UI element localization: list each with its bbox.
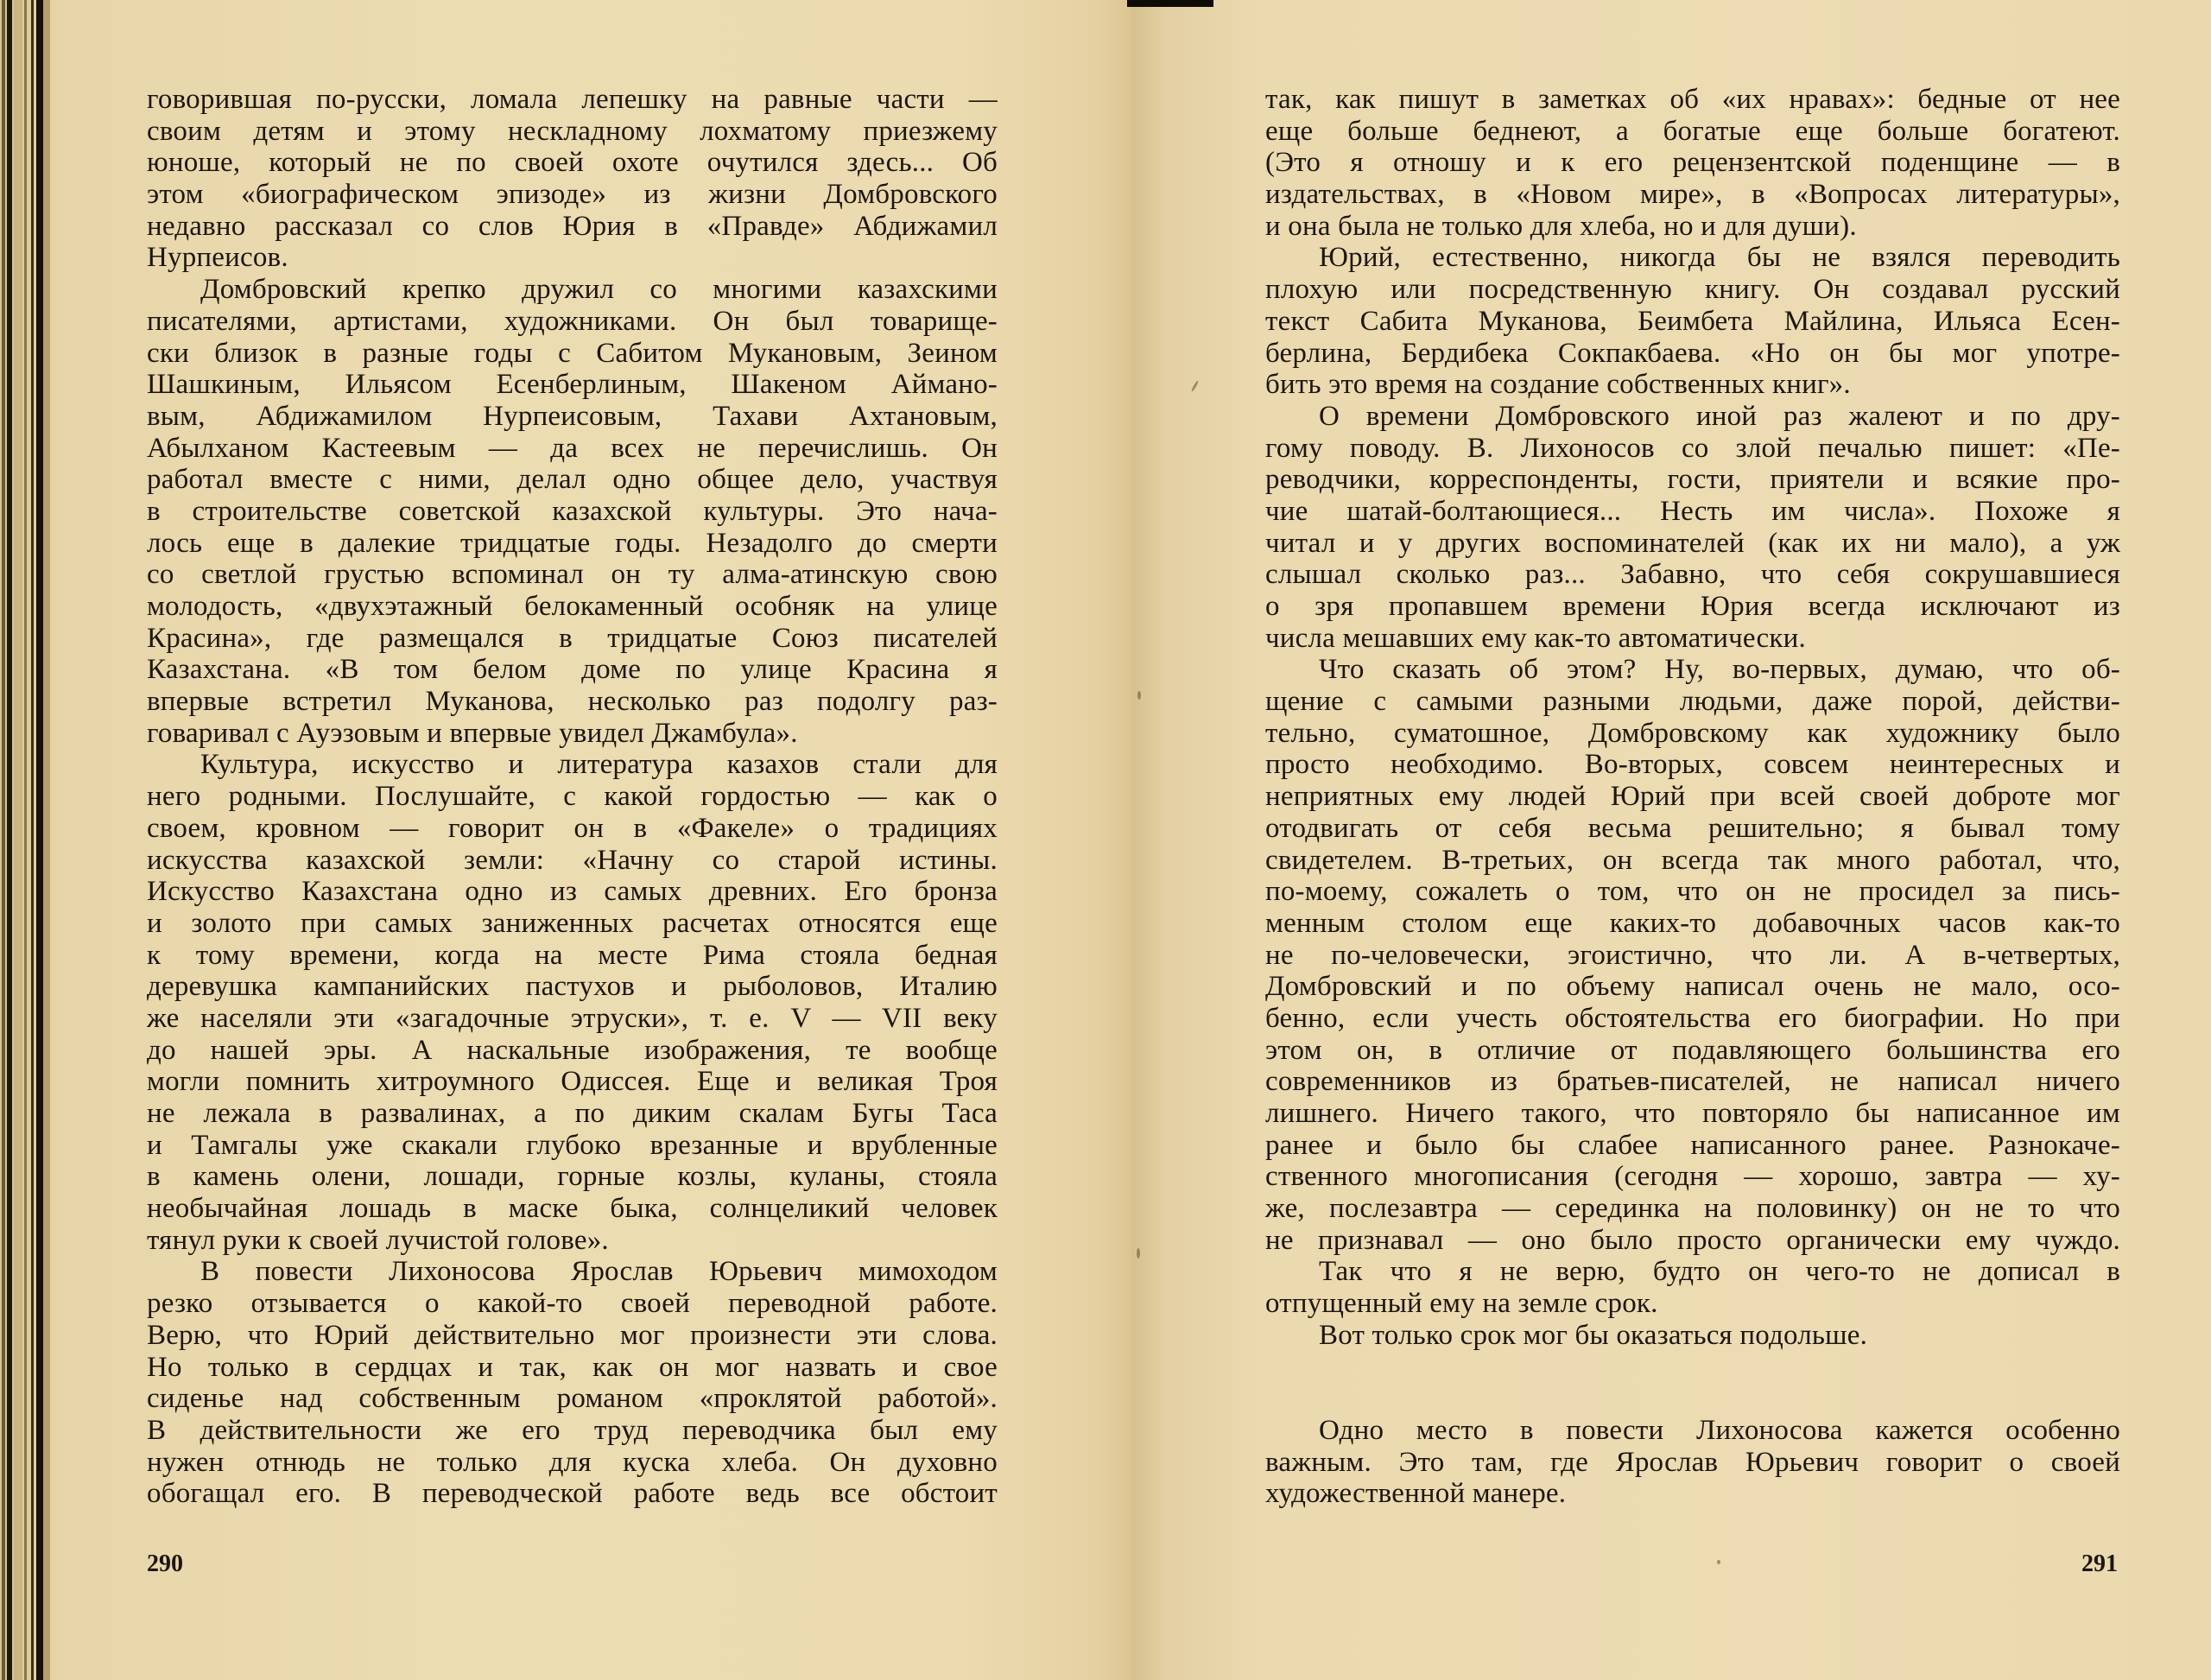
text-line: Юрий, естественно, никогда бы не взялся переводить <box>1319 242 2120 274</box>
text-line: гому поводу. В. Лихоносов со злой печалью пишет: «Пе- <box>1265 432 2120 464</box>
page-edge-line <box>43 0 50 1680</box>
text-line: не признавал — оно было просто органически ему чуждо. <box>1265 1224 2120 1256</box>
text-line: художественной манере. <box>1265 1478 1567 1510</box>
text-line: нужен отнюдь не только для куска хлеба. Он духовно <box>147 1446 998 1478</box>
left-page-body <box>147 84 998 1510</box>
text-line: неприятных ему людей Юрий при всей своей доброте мог <box>1265 781 2120 813</box>
text-line: Казахстана. «В том белом доме по улице Красина я <box>147 654 998 686</box>
text-line: своим детям и этому нескладному лохматому приезжему <box>147 115 998 147</box>
text-line: сиденье над собственным романом «проклятой работой». <box>147 1383 998 1415</box>
text-line: Шашкиным, Ильясом Есенберлиным, Шакеном Аймано- <box>147 369 998 401</box>
page-edge-line <box>24 0 27 1680</box>
text-line: щение с самыми разными людьми, даже порой, действи- <box>1265 686 2120 718</box>
text-line: этом «биографическом эпизоде» из жизни Домбровского <box>147 179 998 211</box>
text-line: В действительности же его труд переводчика был ему <box>147 1414 998 1446</box>
text-line: свидетелем. В-третьих, он всегда так много работал, что, <box>1265 844 2120 876</box>
text-line: к тому времени, когда на месте Рима стояла бедная <box>147 939 998 971</box>
text-line: отодвигать от себя весьма решительно; я бывал тому <box>1265 812 2120 844</box>
text-line: вым, Абдижамилом Нурпеисовым, Тахави Ахтановым, <box>147 400 998 432</box>
text-line: Вот только срок мог бы оказаться подольше. <box>1319 1319 1868 1351</box>
text-line: слышал сколько раз... Забавно, что себя сокрушавшиеся <box>1265 559 2120 591</box>
text-line: лишнего. Ничего такого, что повторяло бы написанное им <box>1265 1098 2120 1129</box>
text-line: и Тамгалы уже скакали глубоко врезанные и врубленные <box>147 1129 998 1161</box>
text-line: в камень олени, лошади, горные козлы, куланы, стояла <box>147 1161 998 1193</box>
text-line: же населяли эти «загадочные этруски», т. е. V — VII веку <box>147 1002 998 1034</box>
blank-line <box>1265 1352 2120 1384</box>
text-line: реводчики, корреспонденты, гости, приятели и всякие про- <box>1265 464 2120 496</box>
text-line: говаривал с Ауэзовым и впервые увидел Джамбула». <box>147 717 798 749</box>
text-line: не по-человечески, эгоистично, что ли. А в-четвертых, <box>1265 939 2120 971</box>
text-line: чие шатай-болтающиеся... Несть им числа». Похоже я <box>1265 495 2120 527</box>
text-line: могли помнить хитроумного Одиссея. Еще и великая Троя <box>147 1066 998 1098</box>
text-line: текст Сабита Муканова, Беимбета Майлина, Ильяса Есен- <box>1265 305 2120 337</box>
page-number-right: 291 <box>2081 1550 2118 1577</box>
text-line: Верю, что Юрий действительно мог произнести эти слова. <box>147 1319 998 1351</box>
text-line: (Это я отношу и к его рецензентской поденщине — в <box>1265 147 2120 179</box>
text-line: тянул руки к своей лучистой голове». <box>147 1224 609 1256</box>
page-edge-line <box>14 0 22 1680</box>
text-line: работал вместе с ними, делал одно общее дело, участвуя <box>147 464 998 496</box>
text-line: так, как пишут в заметках об «их нравах»: бедные от нее <box>1265 84 2120 115</box>
text-line: лось еще в далекие тридцатые годы. Незадолго до смерти <box>147 527 998 559</box>
text-line: недавно рассказал со слов Юрия в «Правде» Абдижамил <box>147 210 998 242</box>
text-line: него родными. Послушайте, с какой гордостью — как о <box>147 781 998 813</box>
page-number-left: 290 <box>147 1550 183 1577</box>
text-line: ранее и было бы слабее написанного ранее. Разнокаче- <box>1265 1129 2120 1161</box>
text-line: В повести Лихоносова Ярослав Юрьевич мимоходом <box>200 1256 998 1288</box>
paper-speck <box>1137 691 1141 700</box>
text-line: юноше, который не по своей охоте очутился здесь... Об <box>147 147 998 179</box>
text-line: Искусство Казахстана одно из самых древних. Его бронза <box>147 876 998 908</box>
page-edges <box>0 0 52 1680</box>
text-line: важным. Это там, где Ярослав Юрьевич говорит о своей <box>1265 1446 2120 1478</box>
text-line: обогащал его. В переводческой работе ведь все обстоит <box>147 1478 998 1510</box>
text-line: просто необходимо. Во-вторых, совсем неинтересных и <box>1265 749 2120 781</box>
text-line: современников из братьев-писателей, не написал ничего <box>1265 1066 2120 1098</box>
text-line: и она была не только для хлеба, но и для души). <box>1265 210 1857 242</box>
right-page <box>1131 0 2211 1680</box>
text-line: О времени Домбровского иной раз жалеют и по дру- <box>1319 400 2120 432</box>
text-line: этом он, в отличие от подавляющего большинства его <box>1265 1034 2120 1066</box>
text-line: со светлой грустью вспоминал он ту алма-атинскую свою <box>147 559 998 591</box>
text-line: впервые встретил Муканова, несколько раз подолгу раз- <box>147 686 998 718</box>
text-line: говорившая по-русски, ломала лепешку на равные части — <box>147 84 998 115</box>
text-line: Нурпеисов. <box>147 242 288 274</box>
page-edge-line <box>2 0 5 1680</box>
text-line: не лежала в развалинах, а по диким скалам Бугы Таса <box>147 1098 998 1129</box>
text-line: необычайная лошадь в маске быка, солнцеликий человек <box>147 1193 998 1225</box>
text-line: издательствах, в «Новом мире», в «Вопросах литературы», <box>1265 179 2120 211</box>
text-line: Что сказать об этом? Ну, во-первых, думаю, что об- <box>1319 654 2120 686</box>
text-line: и золото при самых заниженных расчетах относятся еще <box>147 907 998 939</box>
text-line: Культура, искусство и литература казахов стали для <box>200 749 998 781</box>
text-line: читал и у других воспоминателей (как их ни мало), а уж <box>1265 527 2120 559</box>
text-line: искусства казахской земли: «Начну со старой истины. <box>147 844 998 876</box>
text-line: в строительстве советской казахской культуры. Это нача- <box>147 495 998 527</box>
text-line: тельно, суматошное, Домбровскому как художнику было <box>1265 717 2120 749</box>
page-edge-line <box>7 0 12 1680</box>
text-line: ски близок в разные годы с Сабитом Мукановым, Зеином <box>147 337 998 369</box>
blank-line <box>1265 1383 2120 1415</box>
text-line: до нашей эры. А наскальные изображения, те вообще <box>147 1034 998 1066</box>
paper-speck <box>1717 1560 1720 1564</box>
text-line: менным столом еще каких-то добавочных часов как-то <box>1265 907 2120 939</box>
text-line: Красина», где размещался в тридцатые Союз писателей <box>147 622 998 654</box>
text-line: деревушка кампанийских пастухов и рыболовов, Италию <box>147 971 998 1003</box>
text-line: еще больше беднеют, а богатые еще больше богатеют. <box>1265 115 2120 147</box>
text-line: берлина, Бердибека Сокпакбаева. «Но он бы мог употре- <box>1265 337 2120 369</box>
text-line: Домбровский и по объему написал очень не мало, осо- <box>1265 971 2120 1003</box>
text-line: бенно, если учесть обстоятельства его биографии. Но при <box>1265 1002 2120 1034</box>
paper-speck <box>1137 1248 1140 1258</box>
text-line: Домбровский крепко дружил со многими казахскими <box>200 274 998 306</box>
page-edge-line <box>31 0 34 1680</box>
text-line: о зря пропавшем времени Юрия всегда исключают из <box>1265 591 2120 622</box>
text-line: отпущенный ему на земле срок. <box>1265 1288 1658 1320</box>
page-edge-line <box>36 0 43 1680</box>
right-page-body <box>1265 84 2120 1510</box>
text-line: молодость, «двухэтажный белокаменный особняк на улице <box>147 591 998 622</box>
gutter-shadow <box>1127 0 1213 7</box>
text-line: Одно место в повести Лихоносова кажется особенно <box>1319 1414 2120 1446</box>
text-line: бить это время на создание собственных книг». <box>1265 369 1851 401</box>
text-line: ственного многописания (сегодня — хорошо, завтра — ху- <box>1265 1161 2120 1193</box>
text-line: числа мешавших ему как-то автоматически. <box>1265 622 1806 654</box>
text-line: плохую или посредственную книгу. Он создавал русский <box>1265 274 2120 306</box>
text-line: Так что я не верю, будто он чего-то не дописал в <box>1319 1256 2120 1288</box>
text-line: своем, кровном — говорит он в «Факеле» о традициях <box>147 812 998 844</box>
text-line: по-моему, сожалеть о том, что он не просидел за пись- <box>1265 876 2120 908</box>
text-line: Но только в сердцах и так, как он мог назвать и свое <box>147 1351 998 1383</box>
text-line: Абылханом Кастеевым — да всех не перечислишь. Он <box>147 432 998 464</box>
text-line: писателями, артистами, художниками. Он был товарище- <box>147 305 998 337</box>
text-line: же, послезавтра — серединка на половинку) он не то что <box>1265 1193 2120 1225</box>
text-line: резко отзывается о какой-то своей переводной работе. <box>147 1288 998 1320</box>
